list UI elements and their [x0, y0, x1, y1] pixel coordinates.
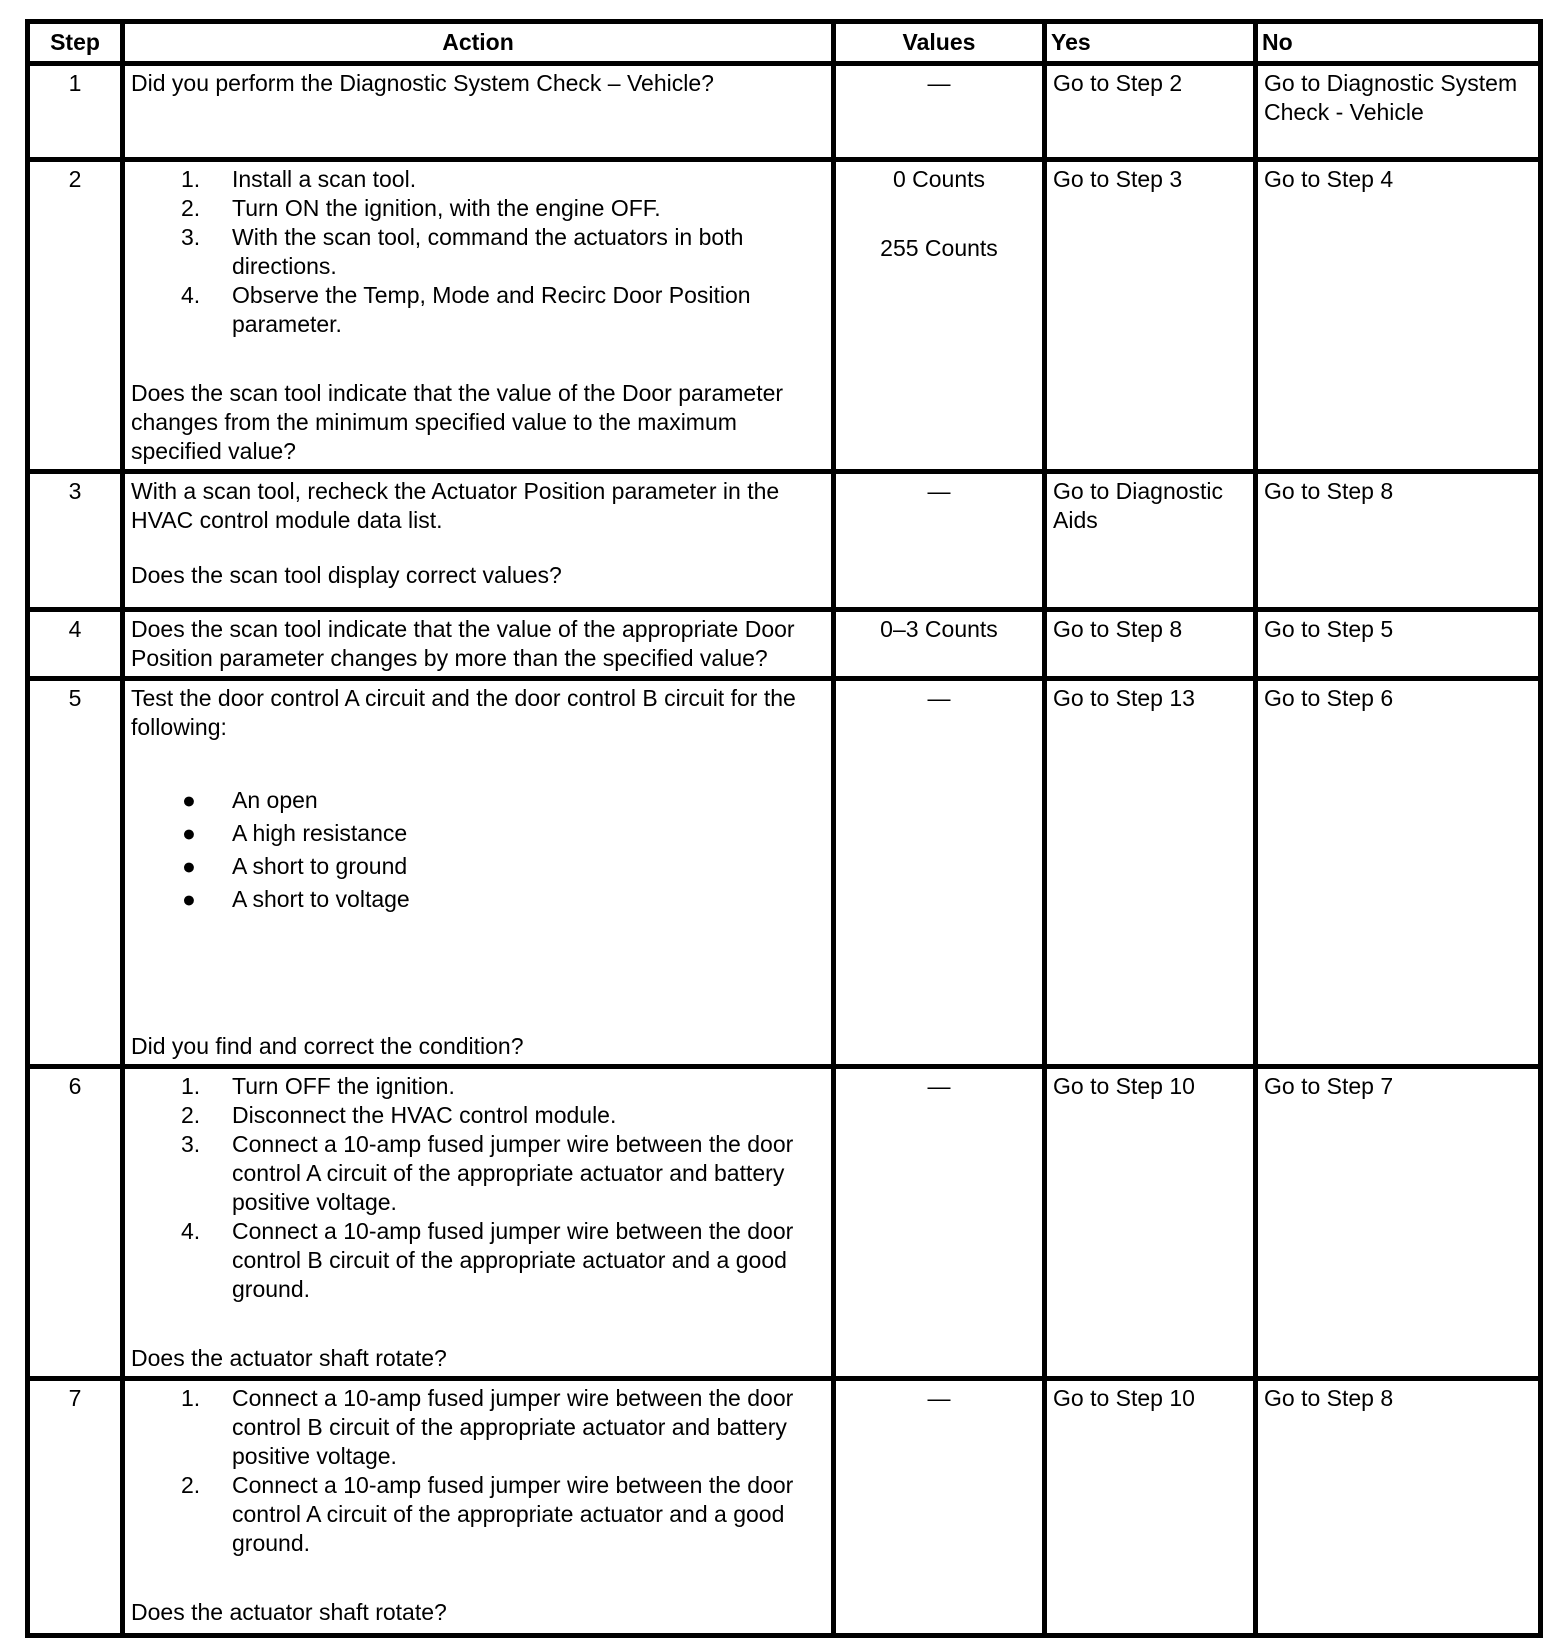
table-row	[28, 1067, 1541, 1379]
step-number: 6	[28, 1067, 123, 1379]
action-cell	[123, 610, 834, 679]
action-question: Does the actuator shaft rotate?	[131, 1345, 447, 1371]
action-question: Does the actuator shaft rotate?	[131, 1599, 447, 1625]
action-question: Did you perform the Diagnostic System Check – Vehicle?	[131, 70, 714, 96]
no-cell: Go to Step 8	[1256, 472, 1541, 610]
list-item: 1. Install a scan tool.	[181, 166, 417, 192]
list-item: 4. Connect a 10-amp fused jumper wire between the door control B circuit of the appropriate actuator and a good ground.	[181, 1218, 794, 1302]
action-cell	[123, 160, 834, 472]
step-number: 7	[28, 1379, 123, 1636]
value-min: 0 Counts	[892, 166, 986, 192]
header-row	[28, 22, 1541, 64]
list-item: ● A short to ground	[182, 853, 408, 879]
yes-cell: Go to Step 2	[1045, 64, 1256, 160]
action-intro: Test the door control A circuit and the door control B circuit for the following:	[131, 685, 803, 740]
no-cell: Go to Step 8	[1256, 1379, 1541, 1636]
list-item: ● An open	[182, 787, 318, 813]
action-steps	[131, 165, 825, 339]
no-cell: Go to Diagnostic System Check - Vehicle	[1256, 64, 1541, 160]
value-cell	[834, 160, 1045, 472]
yes-cell: Go to Step 3	[1045, 160, 1256, 472]
yes-cell: Go to Diagnostic Aids	[1045, 472, 1256, 610]
table-row	[28, 472, 1541, 610]
diagnostic-table-container	[25, 19, 1543, 1638]
header-no: No	[1256, 22, 1541, 64]
action-question: Does the scan tool indicate that the value of the appropriate Door Position parameter changes by more than the specified value?	[131, 616, 801, 671]
list-item: 4. Observe the Temp, Mode and Recirc Door Position parameter.	[181, 282, 751, 337]
action-intro: With a scan tool, recheck the Actuator Position parameter in the HVAC control module data list.	[131, 478, 786, 533]
step-number: 5	[28, 679, 123, 1067]
list-item: 1. Turn OFF the ignition.	[181, 1073, 455, 1099]
yes-cell: Go to Step 8	[1045, 610, 1256, 679]
yes-cell: Go to Step 10	[1045, 1379, 1256, 1636]
action-question: Does the scan tool display correct values?	[131, 562, 562, 588]
step-number: 2	[28, 160, 123, 472]
action-steps	[131, 1072, 825, 1304]
header-yes: Yes	[1045, 22, 1256, 64]
header-values: Values	[834, 22, 1045, 64]
list-item: 3. With the scan tool, command the actuators in both directions.	[181, 224, 744, 279]
step-number: 4	[28, 610, 123, 679]
no-cell: Go to Step 5	[1256, 610, 1541, 679]
yes-cell: Go to Step 10	[1045, 1067, 1256, 1379]
table-row	[28, 679, 1541, 1067]
table-row	[28, 160, 1541, 472]
condition-list	[131, 784, 825, 916]
list-item: ● A short to voltage	[182, 886, 410, 912]
action-question: Does the scan tool indicate that the value of the Door parameter changes from the minimum specified value to the maximum specified value?	[131, 380, 790, 464]
no-cell: Go to Step 4	[1256, 160, 1541, 472]
header-action: Action	[123, 22, 834, 64]
step-number: 1	[28, 64, 123, 160]
value-cell: —	[834, 64, 1045, 160]
yes-cell: Go to Step 13	[1045, 679, 1256, 1067]
action-steps	[131, 1384, 825, 1558]
no-cell: Go to Step 7	[1256, 1067, 1541, 1379]
value-cell: —	[834, 1379, 1045, 1636]
action-cell	[123, 64, 834, 160]
value-cell: —	[834, 679, 1045, 1067]
value-cell: —	[834, 472, 1045, 610]
table-row	[28, 1379, 1541, 1636]
action-cell	[123, 679, 834, 1067]
action-cell	[123, 1067, 834, 1379]
action-question: Did you find and correct the condition?	[131, 1033, 524, 1059]
step-number: 3	[28, 472, 123, 610]
list-item: ● A high resistance	[182, 820, 408, 846]
table-row	[28, 610, 1541, 679]
list-item: 2. Turn ON the ignition, with the engine OFF.	[181, 195, 661, 221]
value-max: 255 Counts	[880, 235, 998, 261]
action-cell	[123, 472, 834, 610]
value-cell: —	[834, 1067, 1045, 1379]
table-row	[28, 64, 1541, 160]
list-item: 2. Disconnect the HVAC control module.	[181, 1102, 617, 1128]
value-cell: 0–3 Counts	[834, 610, 1045, 679]
no-cell: Go to Step 6	[1256, 679, 1541, 1067]
action-cell	[123, 1379, 834, 1636]
list-item: 2. Connect a 10-amp fused jumper wire between the door control A circuit of the appropriate actuator and a good ground.	[181, 1472, 794, 1556]
list-item: 1. Connect a 10-amp fused jumper wire between the door control B circuit of the appropriate actuator and battery positive voltage.	[181, 1385, 794, 1469]
list-item: 3. Connect a 10-amp fused jumper wire between the door control A circuit of the appropriate actuator and battery positive voltage.	[181, 1131, 794, 1215]
header-step: Step	[28, 22, 123, 64]
diagnostic-table	[25, 19, 1543, 1638]
